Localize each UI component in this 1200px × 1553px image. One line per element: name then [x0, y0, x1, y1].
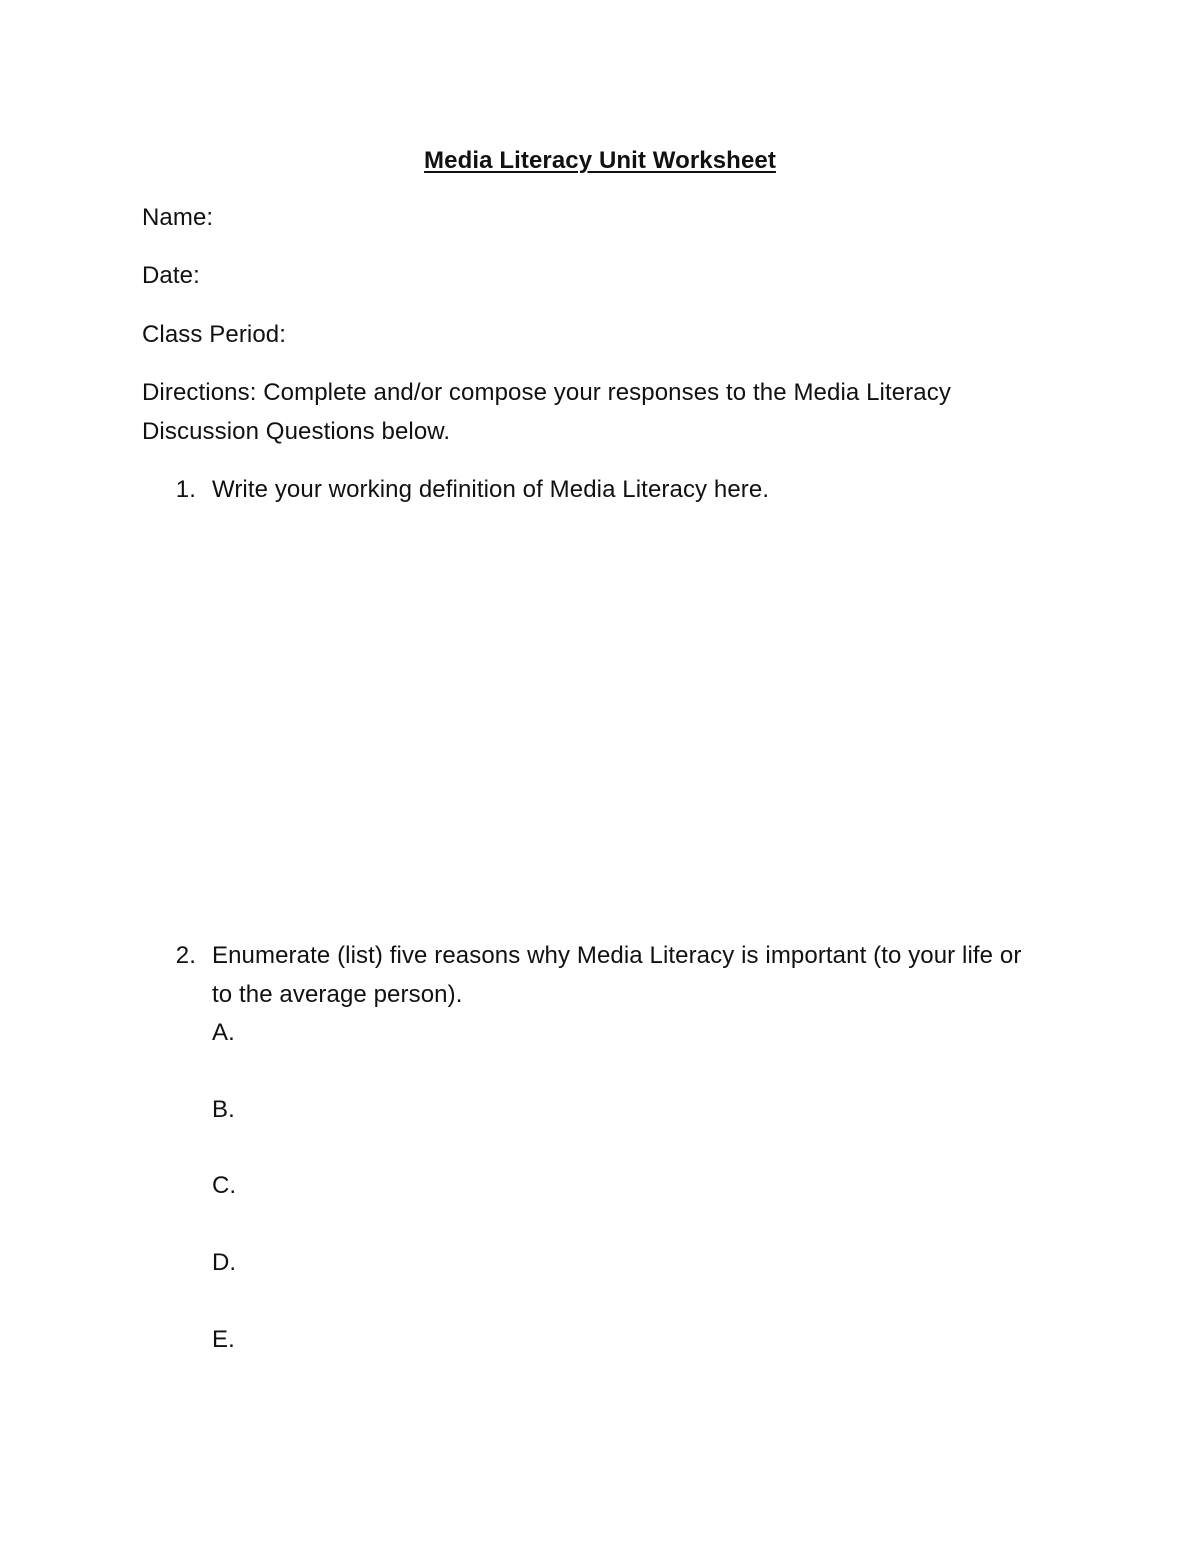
- directions-line-2: Discussion Questions below.: [142, 418, 451, 445]
- date-field-label: Date:: [142, 262, 200, 289]
- list-item-d: D.: [212, 1249, 237, 1276]
- question-text: Write your working definition of Media Literacy here.: [212, 476, 770, 503]
- directions-line-1: Directions: Complete and/or compose your responses to the Media Literacy: [142, 379, 951, 406]
- list-item-c: C.: [212, 1172, 237, 1199]
- page-title: Media Literacy Unit Worksheet: [424, 147, 776, 174]
- list-item-e: E.: [212, 1326, 235, 1353]
- list-item-b: B.: [212, 1096, 235, 1123]
- name-field-label: Name:: [142, 204, 214, 231]
- question-text-line-1: Enumerate (list) five reasons why Media Literacy is important (to your life or: [212, 942, 1022, 969]
- class-period-field-label: Class Period:: [142, 321, 287, 348]
- question-number: 2.: [175, 942, 196, 969]
- question-number: 1.: [175, 476, 196, 503]
- list-item-a: A.: [212, 1019, 235, 1046]
- question-text-line-2: to the average person).: [212, 981, 463, 1008]
